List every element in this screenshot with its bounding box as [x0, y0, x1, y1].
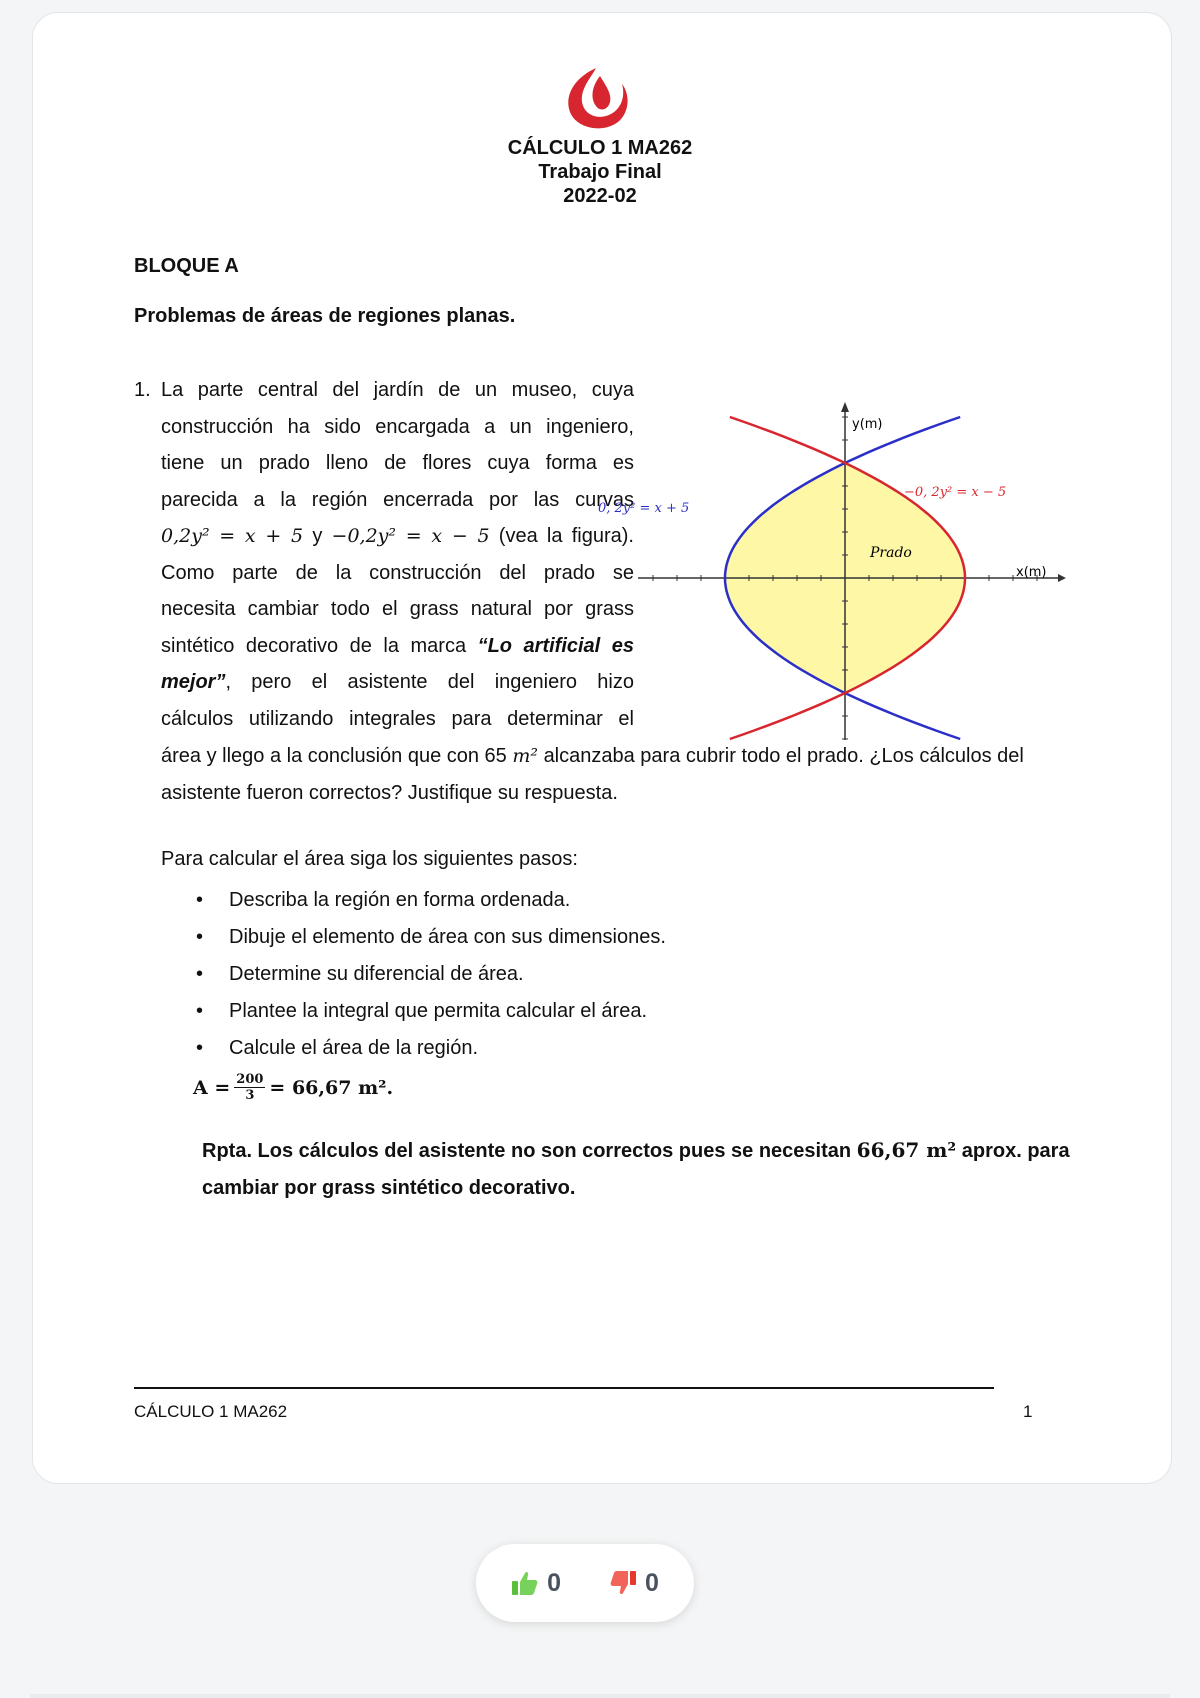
downvote-button[interactable] [609, 1569, 659, 1598]
vote-bar [476, 1544, 694, 1622]
problem-number: 1. [134, 379, 151, 401]
problem-line-curves [161, 518, 634, 555]
page-number: 1 [1023, 1402, 1033, 1421]
region-label: Prado [870, 545, 912, 561]
region-plot [598, 400, 1070, 746]
curve-equation-1: 0,2y² = x + 5 [161, 525, 304, 547]
work-title: Trabajo Final [538, 161, 662, 183]
curve-equation-2: −0,2y² = x − 5 [331, 525, 490, 547]
footer-course: CÁLCULO 1 MA262 [134, 1402, 288, 1421]
upvote-count: 0 [547, 1568, 561, 1597]
block-heading: BLOQUE A [134, 255, 239, 277]
connector-word: y [312, 525, 323, 547]
brand-name: “Lo artificial es [477, 634, 634, 657]
document-header [0, 136, 1200, 208]
formula-lhs: A = [193, 1076, 231, 1099]
problem-line: construcción ha sido encargada a un ingeniero, [161, 415, 634, 438]
y-axis-arrow [841, 402, 849, 412]
list-item: • Dibuje el elemento de área con sus dimensiones. [196, 922, 666, 959]
downvote-count: 0 [645, 1568, 659, 1597]
x-axis-label: x(m) [1016, 565, 1047, 580]
left-curve-label: 0, 2y² = x + 5 [598, 501, 690, 516]
problem-line: cálculos utilizando integrales para determinar el [161, 707, 634, 730]
answer-value: 66,67 m² [856, 1138, 957, 1162]
list-item: • Plantee la integral que permita calcular el área. [196, 996, 666, 1033]
problem-line: La parte central del jardín de un museo, cuya [161, 379, 634, 401]
university-logo [556, 66, 636, 136]
steps-list [196, 885, 666, 1070]
term-label: 2022-02 [563, 185, 637, 207]
formula-fraction [234, 1072, 265, 1103]
area-formula [193, 1072, 393, 1103]
fraction-numerator: 200 [236, 1072, 264, 1087]
problem-line: Como parte de la construcción del prado se [161, 561, 634, 584]
section-subtitle: Problemas de áreas de regiones planas. [134, 305, 516, 327]
area-unit: m² [512, 745, 538, 767]
upvote-button[interactable] [511, 1569, 561, 1598]
problem-continuation: área y llego a la conclusión que con 65 m² alcanzaba para cubrir todo el prado. ¿Los cálculos del asistente fueron correctos? Justifique su respuesta. [161, 745, 1024, 804]
problem-statement [134, 372, 634, 737]
brand-name-end: mejor” [161, 671, 226, 693]
answer-text: Rpta. Los cálculos del asistente no son correctos pues se necesitan 66,67 m² aprox. para cambiar por grass sintético decorativo. [202, 1138, 1070, 1199]
figure-reference: (vea la figura). [498, 525, 634, 547]
course-title: CÁLCULO 1 MA262 [507, 137, 693, 159]
problem-line: tiene un prado lleno de flores cuya forma es [161, 452, 634, 474]
bottom-divider [30, 1694, 1170, 1698]
thumbs-up-icon [511, 1570, 539, 1596]
problem-line-brand: sintético decorativo de la marca “Lo artificial es [161, 634, 634, 657]
formula-rhs: = 66,67 m². [269, 1076, 394, 1099]
list-item: • Calcule el área de la región. [196, 1033, 666, 1070]
region-figure [598, 400, 1070, 746]
list-item: • Describa la región en forma ordenada. [196, 885, 666, 922]
problem-line: necesita cambiar todo el grass natural por grass [161, 598, 634, 620]
right-curve-label: −0, 2y² = x − 5 [904, 485, 1007, 500]
x-axis-arrow [1058, 574, 1066, 582]
fraction-denominator: 3 [245, 1088, 255, 1103]
footer-rule [134, 1387, 994, 1389]
y-axis-label: y(m) [852, 417, 883, 432]
list-item: • Determine su diferencial de área. [196, 959, 666, 996]
problem-line-brand-end: mejor”, pero el asistente del ingeniero hizo [161, 671, 634, 693]
problem-line: parecida a la región encerrada por las curvas [161, 488, 634, 511]
thumbs-down-icon [609, 1570, 637, 1596]
steps-intro: Para calcular el área siga los siguientes pasos: [161, 848, 578, 870]
